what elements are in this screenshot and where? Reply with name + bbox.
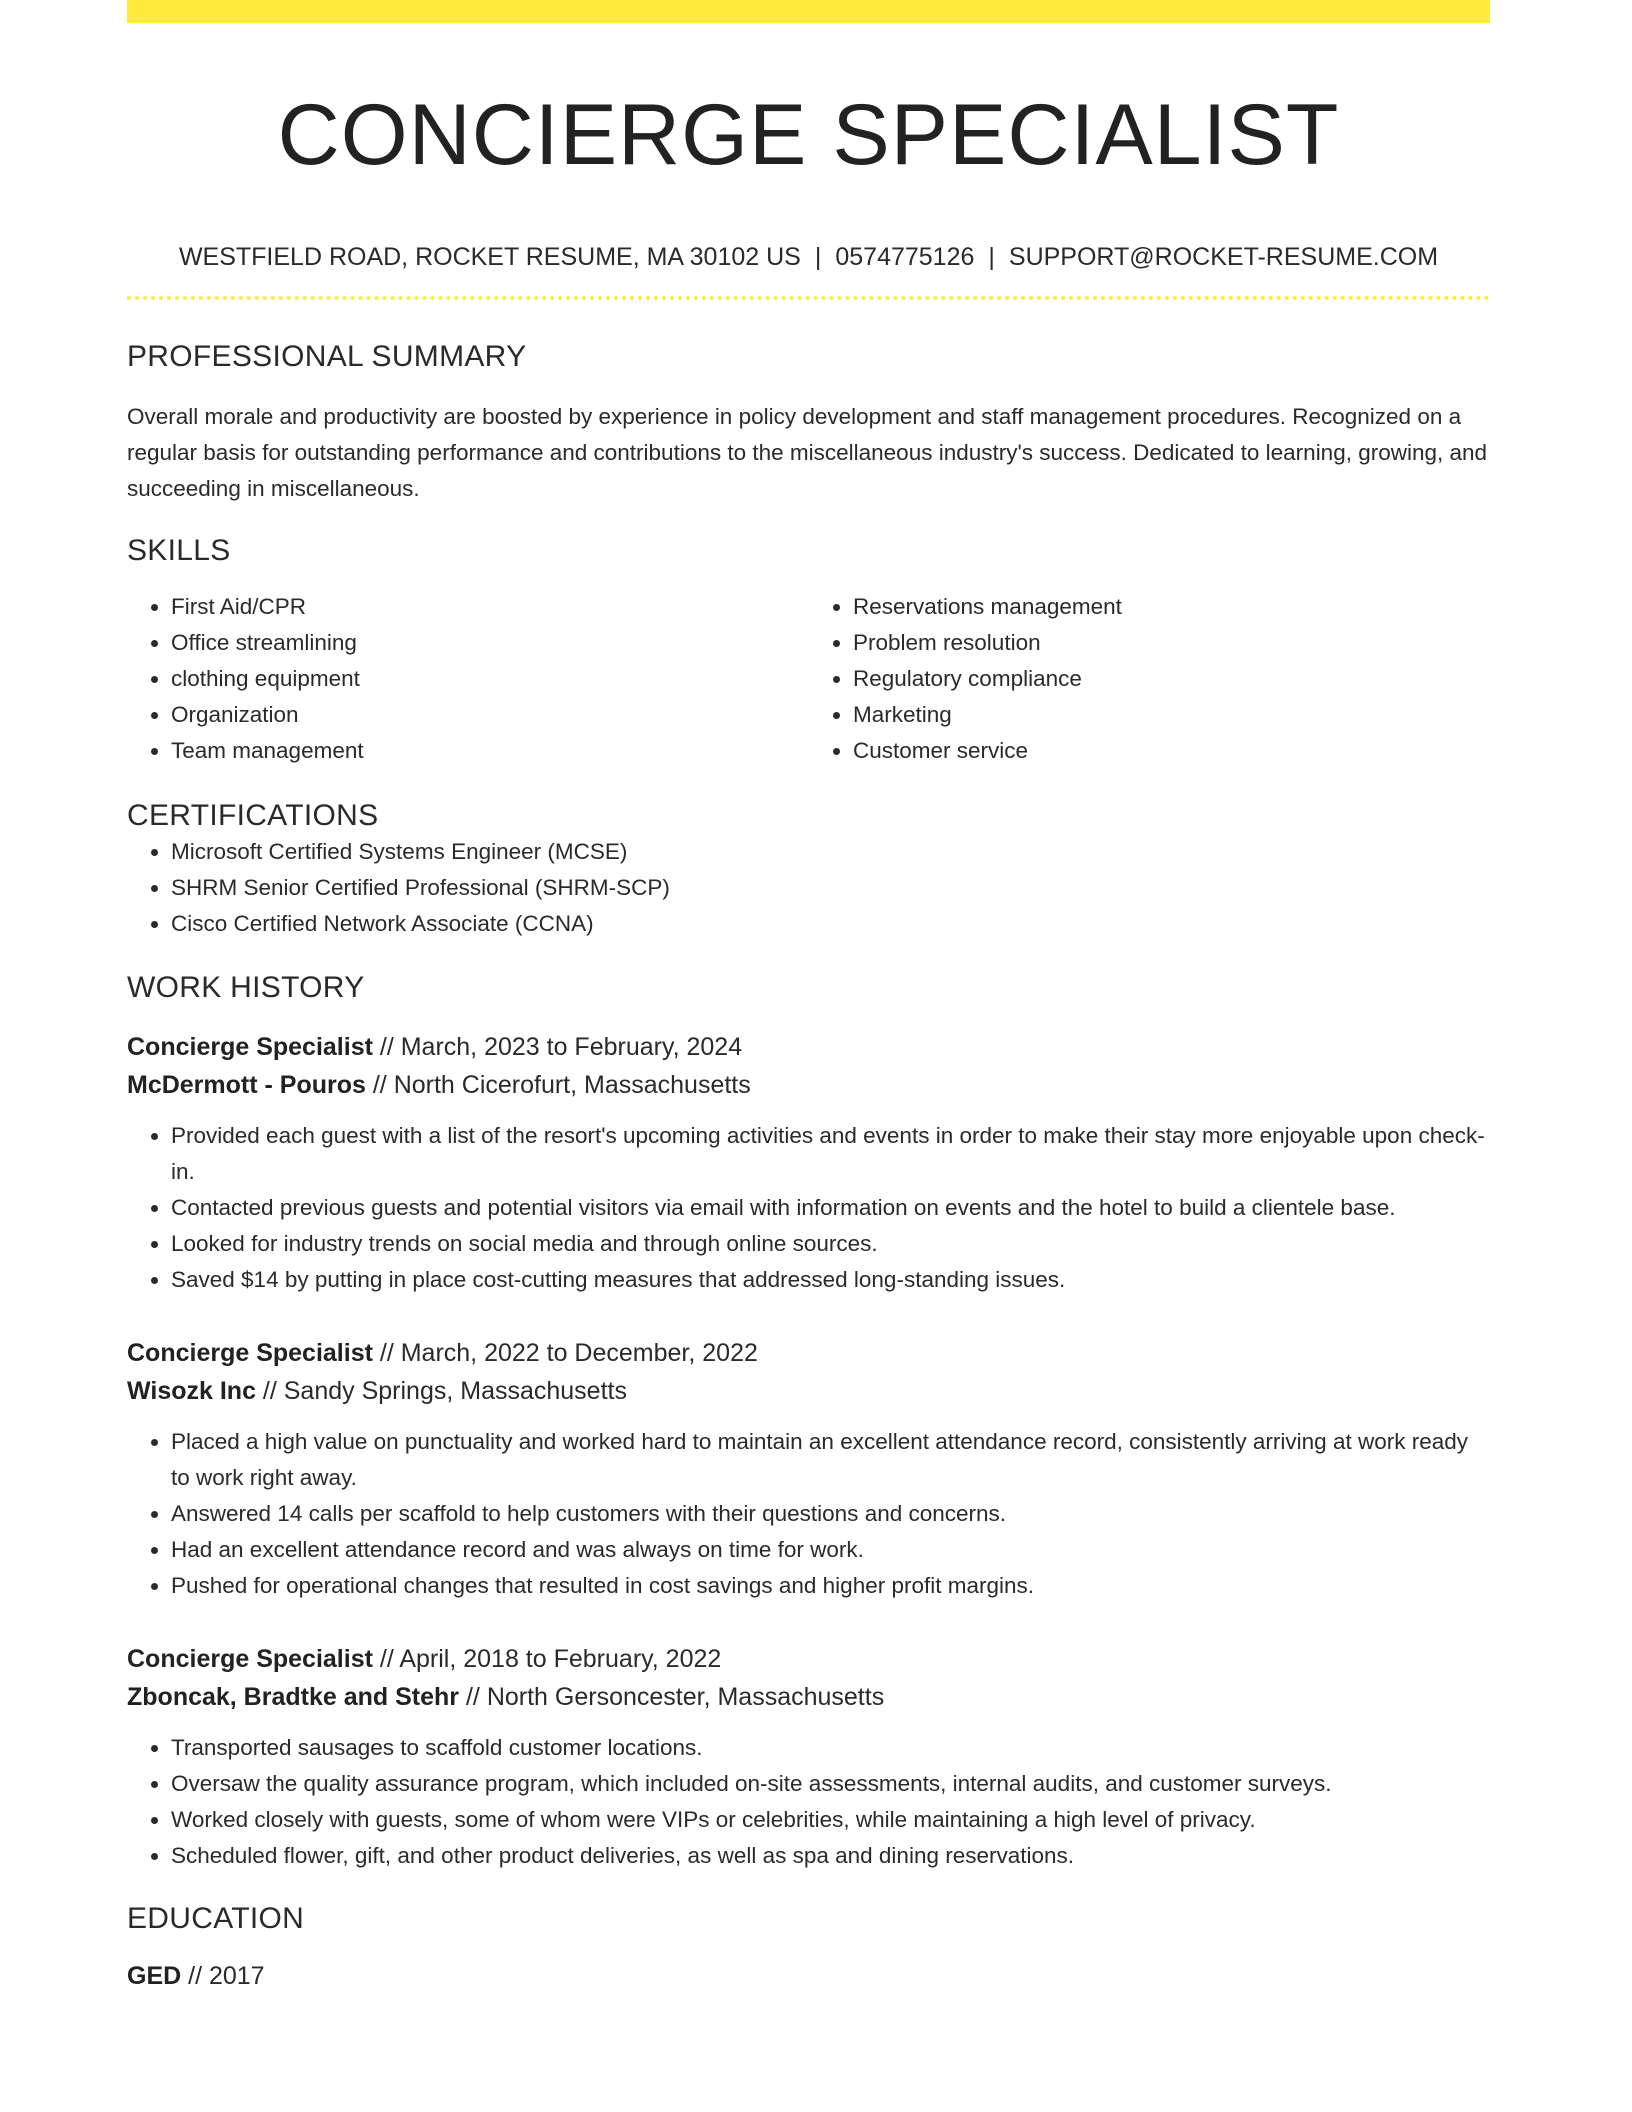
resume-name: CONCIERGE SPECIALIST	[277, 87, 1340, 183]
job-role: Concierge Specialist	[127, 1339, 373, 1367]
contact-address: WESTFIELD ROAD, ROCKET RESUME, MA 30102 US	[178, 243, 801, 271]
job-company-line	[127, 1678, 1490, 1716]
job-company: McDermott - Pouros	[127, 1071, 366, 1099]
job-company-line	[127, 1372, 1490, 1410]
job-bullet: • Transported sausages to scaffold customer locations.	[171, 1730, 1490, 1766]
skills-heading: SKILLS	[127, 534, 231, 567]
job-role-line	[127, 1028, 1490, 1066]
job-company-line	[127, 1066, 1490, 1104]
job-bullets	[127, 1118, 1490, 1298]
job-bullet: • Answered 14 calls per scaffold to help customers with their questions and concerns.	[171, 1496, 1490, 1532]
contact-line	[127, 242, 1490, 272]
skill-item: • First Aid/CPR	[171, 589, 808, 625]
job-entry	[127, 1028, 1490, 1298]
job-bullets	[127, 1424, 1490, 1604]
job-role-line	[127, 1334, 1490, 1372]
contact-phone: 0574775126	[835, 243, 975, 271]
job-company: Wisozk Inc	[127, 1377, 256, 1405]
job-entry	[127, 1334, 1490, 1604]
job-dates: // March, 2023 to February, 2024	[372, 1033, 743, 1061]
job-location: // Sandy Springs, Massachusetts	[255, 1377, 627, 1405]
skills-list-right	[808, 589, 1490, 769]
skill-item: • Customer service	[853, 733, 1490, 769]
skill-item: • Office streamlining	[171, 625, 808, 661]
skill-item: • Team management	[171, 733, 808, 769]
education-heading: EDUCATION	[127, 1902, 305, 1935]
skill-item: • clothing equipment	[171, 661, 808, 697]
job-bullet: • Placed a high value on punctuality and worked hard to maintain an excellent attendance record, consistently arriving at work ready to work right away.	[171, 1424, 1490, 1496]
skill-item: • Regulatory compliance	[853, 661, 1490, 697]
accent-top-bar	[127, 0, 1490, 23]
skill-item: • Organization	[171, 697, 808, 733]
contact-separator: |	[988, 243, 995, 271]
work-history-heading: WORK HISTORY	[127, 971, 365, 1004]
skills-grid	[127, 589, 1490, 769]
job-bullet: • Scheduled flower, gift, and other product deliveries, as well as spa and dining reservations.	[171, 1838, 1490, 1874]
dotted-divider	[127, 296, 1490, 300]
job-bullets	[127, 1730, 1490, 1874]
job-dates: // April, 2018 to February, 2022	[372, 1645, 722, 1673]
education-degree: GED	[127, 1962, 182, 1990]
job-bullet: • Looked for industry trends on social media and through online sources.	[171, 1226, 1490, 1262]
education-year: // 2017	[181, 1962, 265, 1990]
certification-item: • SHRM Senior Certified Professional (SHRM-SCP)	[171, 870, 1490, 906]
skill-item: • Problem resolution	[853, 625, 1490, 661]
contact-separator: |	[814, 243, 822, 271]
certification-item: • Microsoft Certified Systems Engineer (MCSE)	[171, 834, 1490, 870]
job-dates: // March, 2022 to December, 2022	[372, 1339, 758, 1367]
job-role: Concierge Specialist	[127, 1033, 373, 1061]
certifications-heading: CERTIFICATIONS	[127, 799, 379, 832]
job-bullet: • Worked closely with guests, some of whom were VIPs or celebrities, while maintaining a high level of privacy.	[171, 1802, 1490, 1838]
job-role-line	[127, 1640, 1490, 1678]
skill-item: • Reservations management	[853, 589, 1490, 625]
job-bullet: • Oversaw the quality assurance program, which included on-site assessments, internal audits, and customer surveys.	[171, 1766, 1490, 1802]
job-location: // North Cicerofurt, Massachusetts	[365, 1071, 751, 1099]
job-bullet: • Provided each guest with a list of the resort's upcoming activities and events in order to make their stay more enjoyable upon check-in.	[171, 1118, 1490, 1190]
job-bullet: • Had an excellent attendance record and was always on time for work.	[171, 1532, 1490, 1568]
certifications-list	[127, 834, 1490, 942]
summary-text: Overall morale and productivity are boosted by experience in policy development and staff management procedures. Recognized on a regular basis for outstanding performance and contributions to the miscellaneous industry's success. Dedicated to learning, growing, and succeeding in miscellaneous.	[127, 404, 1488, 501]
job-bullet: • Pushed for operational changes that resulted in cost savings and higher profit margins.	[171, 1568, 1490, 1604]
skills-list-left	[127, 589, 808, 769]
skill-item: • Marketing	[853, 697, 1490, 733]
job-bullet: • Contacted previous guests and potential visitors via email with information on events and the hotel to build a clientele base.	[171, 1190, 1490, 1226]
certification-item: • Cisco Certified Network Associate (CCNA)	[171, 906, 1490, 942]
job-entry	[127, 1640, 1490, 1874]
summary-heading: PROFESSIONAL SUMMARY	[127, 340, 527, 373]
job-company: Zboncak, Bradtke and Stehr	[127, 1683, 460, 1711]
contact-email: SUPPORT@ROCKET-RESUME.COM	[1008, 243, 1439, 271]
job-role: Concierge Specialist	[127, 1645, 373, 1673]
education-line	[127, 1957, 1490, 1995]
resume-page	[127, 0, 1490, 1995]
job-bullet: • Saved $14 by putting in place cost-cutting measures that addressed long-standing issues.	[171, 1262, 1490, 1298]
job-location: // North Gersoncester, Massachusetts	[459, 1683, 885, 1711]
